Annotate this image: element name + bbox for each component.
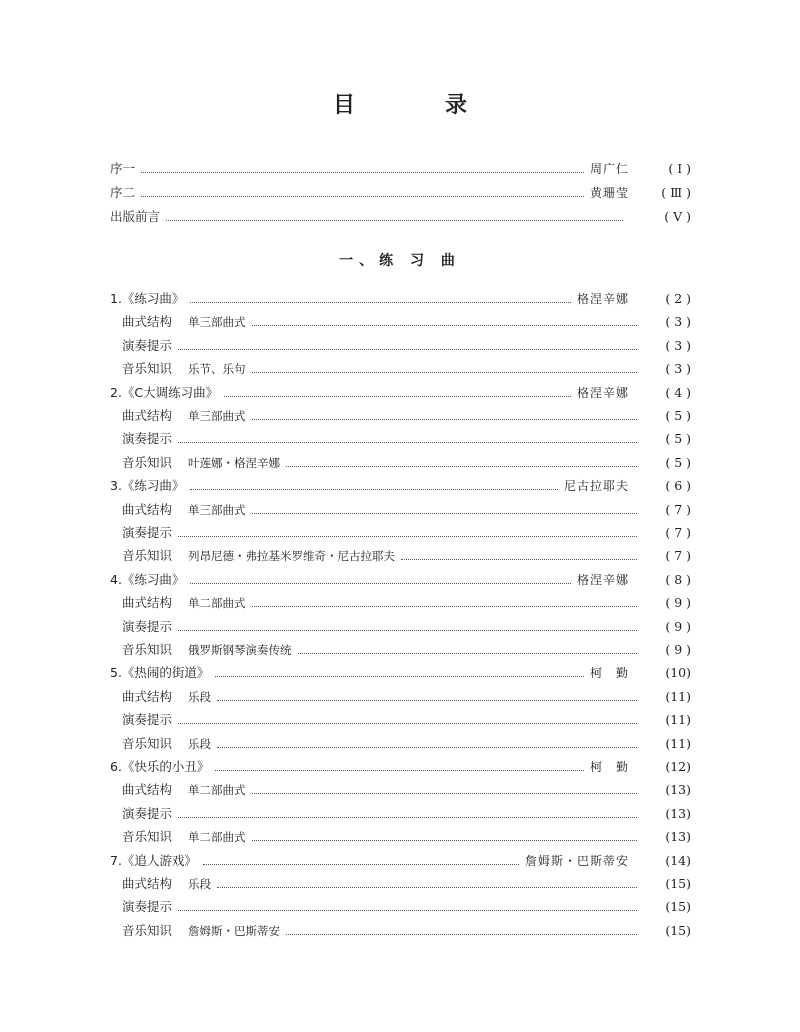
dot-leader bbox=[224, 395, 571, 397]
entry-page: ( 7 ) bbox=[665, 548, 691, 564]
dot-leader bbox=[401, 558, 637, 560]
entry-page: ( Ⅰ ) bbox=[668, 161, 691, 176]
subentry-label: 音乐知识 bbox=[122, 454, 173, 470]
toc-subentry[interactable] bbox=[110, 734, 691, 754]
subentry-note: 叶莲娜・格涅辛娜 bbox=[188, 455, 281, 470]
piece-composer: 尼古拉耶夫 bbox=[563, 479, 629, 494]
entry-page: ( 9 ) bbox=[665, 618, 691, 634]
entry-author: 周广仁 bbox=[589, 162, 629, 176]
dot-leader bbox=[190, 301, 571, 303]
toc-entry-piece-1[interactable] bbox=[110, 289, 691, 309]
entry-page: ( 7 ) bbox=[665, 525, 691, 540]
subentry-note: 单三部曲式 bbox=[188, 315, 246, 330]
subentry-label: 曲式结构 bbox=[122, 595, 173, 611]
entry-page: (11) bbox=[665, 712, 691, 728]
entry-page: (12) bbox=[665, 759, 691, 774]
dot-leader bbox=[252, 512, 637, 514]
piece-title: 1.《练习曲》 bbox=[110, 291, 185, 306]
toc-entry-preface-1[interactable] bbox=[110, 159, 691, 179]
subentry-label: 音乐知识 bbox=[122, 829, 173, 845]
toc-subentry[interactable] bbox=[110, 359, 691, 379]
dot-leader bbox=[252, 839, 637, 841]
dot-leader bbox=[178, 535, 637, 537]
subentry-label: 演奏提示 bbox=[122, 712, 173, 728]
entry-page: (10) bbox=[665, 665, 691, 681]
entry-page: ( 5 ) bbox=[665, 431, 691, 447]
dot-leader bbox=[141, 195, 584, 197]
dot-leader bbox=[286, 933, 637, 935]
subentry-label: 演奏提示 bbox=[122, 525, 173, 540]
entry-label: 出版前言 bbox=[110, 209, 161, 224]
entry-page: ( Ⅲ ) bbox=[661, 185, 691, 200]
dot-leader bbox=[178, 722, 637, 724]
entry-page: (11) bbox=[665, 688, 691, 704]
entry-page: (11) bbox=[665, 735, 691, 751]
entry-page: ( 5 ) bbox=[665, 454, 691, 470]
subentry-label: 曲式结构 bbox=[122, 314, 173, 330]
toc-entry-publisher-foreword[interactable] bbox=[110, 207, 691, 227]
toc-entry-piece-7[interactable] bbox=[110, 851, 691, 871]
dot-leader bbox=[190, 582, 571, 584]
entry-label: 序二 bbox=[110, 185, 136, 200]
entry-page: (14) bbox=[665, 852, 691, 868]
subentry-note: 俄罗斯钢琴演奏传统 bbox=[188, 643, 292, 657]
entry-page: (15) bbox=[665, 899, 691, 915]
piece-composer: 柯 勤 bbox=[589, 666, 629, 681]
subentry-note: 单二部曲式 bbox=[188, 830, 246, 845]
toc-subentry[interactable] bbox=[110, 921, 691, 941]
entry-page: ( 2 ) bbox=[665, 291, 691, 306]
dot-leader bbox=[252, 324, 637, 326]
subentry-label: 音乐知识 bbox=[122, 361, 173, 377]
dot-leader bbox=[252, 418, 637, 420]
section-heading: 一、练 习 曲 bbox=[339, 253, 461, 269]
subentry-label: 曲式结构 bbox=[122, 782, 173, 798]
piece-composer: 詹姆斯・巴斯蒂安 bbox=[524, 853, 629, 868]
toc-entry-piece-6[interactable] bbox=[110, 757, 691, 777]
dot-leader bbox=[252, 605, 637, 607]
toc-subentry[interactable] bbox=[110, 804, 691, 824]
toc-subentry[interactable] bbox=[110, 827, 691, 847]
entry-page: (13) bbox=[665, 829, 691, 845]
toc-subentry[interactable] bbox=[110, 687, 691, 707]
dot-leader bbox=[252, 371, 637, 373]
dot-leader bbox=[215, 769, 584, 771]
entry-page: ( 4 ) bbox=[665, 384, 691, 400]
subentry-label: 演奏提示 bbox=[122, 618, 173, 634]
subentry-label: 演奏提示 bbox=[122, 337, 173, 353]
subentry-note: 乐段 bbox=[188, 689, 212, 704]
subentry-note: 乐节、乐句 bbox=[188, 362, 246, 377]
toc-subentry[interactable] bbox=[110, 429, 691, 449]
piece-composer: 格涅辛娜 bbox=[576, 385, 629, 400]
subentry-note: 乐段 bbox=[188, 877, 212, 891]
subentry-label: 演奏提示 bbox=[122, 899, 173, 915]
toc-subentry[interactable] bbox=[110, 406, 691, 426]
dot-leader bbox=[217, 746, 637, 748]
entry-page: ( 8 ) bbox=[665, 571, 691, 587]
subentry-label: 曲式结构 bbox=[122, 688, 173, 704]
dot-leader bbox=[178, 441, 637, 443]
subentry-note: 单二部曲式 bbox=[188, 783, 246, 798]
subentry-label: 曲式结构 bbox=[122, 876, 173, 891]
toc-subentry[interactable] bbox=[110, 710, 691, 730]
entry-page: ( Ⅴ ) bbox=[664, 209, 691, 224]
dot-leader bbox=[178, 909, 637, 911]
toc-subentry[interactable] bbox=[110, 593, 691, 613]
entry-page: ( 3 ) bbox=[665, 314, 691, 330]
piece-title: 7.《追人游戏》 bbox=[110, 852, 197, 868]
entry-page: (15) bbox=[665, 876, 691, 891]
dot-leader bbox=[178, 816, 637, 818]
toc-entry-piece-3[interactable] bbox=[110, 476, 691, 496]
subentry-label: 曲式结构 bbox=[122, 501, 173, 517]
subentry-note: 单三部曲式 bbox=[188, 409, 246, 423]
subentry-note: 乐段 bbox=[188, 736, 212, 751]
entry-page: ( 9 ) bbox=[665, 595, 691, 611]
toc-subentry[interactable] bbox=[110, 453, 691, 473]
dot-leader bbox=[178, 348, 637, 350]
toc-entry-preface-2[interactable] bbox=[110, 183, 691, 203]
dot-leader bbox=[286, 465, 637, 467]
dot-leader bbox=[190, 488, 558, 490]
toc-subentry[interactable] bbox=[110, 546, 691, 566]
entry-author: 黄珊莹 bbox=[589, 186, 629, 200]
toc-subentry[interactable] bbox=[110, 312, 691, 332]
toc-entry-piece-2[interactable] bbox=[110, 383, 691, 403]
toc-subentry[interactable] bbox=[110, 640, 691, 660]
toc-subentry[interactable] bbox=[110, 523, 691, 543]
toc-entry-piece-4[interactable] bbox=[110, 570, 691, 590]
entry-page: ( 6 ) bbox=[665, 478, 691, 494]
toc-subentry[interactable] bbox=[110, 780, 691, 800]
entry-page: (15) bbox=[665, 922, 691, 938]
piece-title: 5.《热闹的街道》 bbox=[110, 665, 210, 681]
subentry-label: 演奏提示 bbox=[122, 805, 173, 821]
toc-subentry[interactable] bbox=[110, 874, 691, 894]
subentry-label: 音乐知识 bbox=[122, 548, 173, 564]
subentry-label: 演奏提示 bbox=[122, 431, 173, 447]
piece-composer: 格涅辛娜 bbox=[576, 572, 629, 587]
dot-leader bbox=[252, 792, 637, 794]
toc-subentry[interactable] bbox=[110, 500, 691, 520]
piece-title: 3.《练习曲》 bbox=[110, 478, 185, 494]
dot-leader bbox=[178, 629, 637, 631]
dot-leader bbox=[217, 886, 637, 888]
dot-leader bbox=[298, 652, 637, 654]
subentry-note: 詹姆斯・巴斯蒂安 bbox=[188, 923, 281, 938]
entry-label: 序一 bbox=[110, 161, 136, 176]
piece-composer: 格涅辛娜 bbox=[576, 292, 629, 306]
subentry-note: 单三部曲式 bbox=[188, 502, 246, 517]
dot-leader bbox=[166, 219, 623, 221]
entry-page: ( 9 ) bbox=[665, 642, 691, 657]
toc-subentry[interactable] bbox=[110, 617, 691, 637]
page-title: 目 录 bbox=[332, 92, 501, 118]
dot-leader bbox=[141, 171, 584, 173]
entry-page: ( 3 ) bbox=[665, 337, 691, 353]
entry-page: (13) bbox=[665, 805, 691, 821]
piece-title: 2.《C大调练习曲》 bbox=[110, 384, 219, 400]
subentry-label: 音乐知识 bbox=[122, 922, 173, 938]
piece-title: 6.《快乐的小丑》 bbox=[110, 759, 210, 774]
piece-composer: 柯 勤 bbox=[589, 760, 629, 774]
entry-page: ( 7 ) bbox=[665, 501, 691, 517]
subentry-label: 音乐知识 bbox=[122, 735, 173, 751]
subentry-note: 列昂尼德・弗拉基米罗维奇・尼古拉耶夫 bbox=[188, 549, 396, 564]
toc-subentry[interactable] bbox=[110, 897, 691, 917]
toc-subentry[interactable] bbox=[110, 336, 691, 356]
entry-page: ( 5 ) bbox=[665, 408, 691, 423]
subentry-note: 单二部曲式 bbox=[188, 596, 246, 611]
piece-title: 4.《练习曲》 bbox=[110, 571, 185, 587]
dot-leader bbox=[215, 675, 584, 677]
subentry-label: 曲式结构 bbox=[122, 408, 173, 423]
toc-entry-piece-5[interactable] bbox=[110, 663, 691, 683]
dot-leader bbox=[203, 863, 519, 865]
subentry-label: 音乐知识 bbox=[122, 642, 173, 657]
dot-leader bbox=[217, 699, 637, 701]
entry-page: ( 3 ) bbox=[665, 361, 691, 377]
entry-page: (13) bbox=[665, 782, 691, 798]
